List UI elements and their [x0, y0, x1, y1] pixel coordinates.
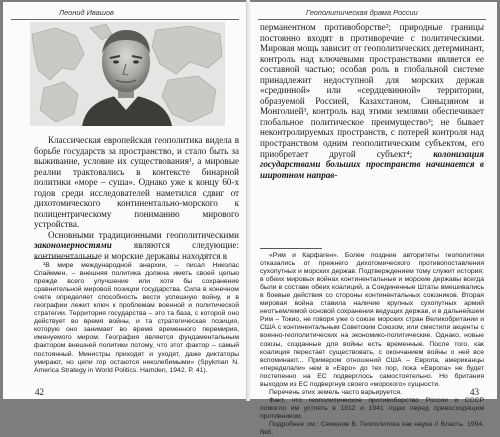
running-head-right: Геополитическая драма России: [306, 8, 418, 17]
left-page: [3, 2, 246, 399]
footnote-text: Подробнее см.: Семенов В. Геополитика как наука // Власть. 1994. №8.: [260, 420, 484, 437]
right-page: [250, 2, 497, 437]
left-footnote: [34, 262, 239, 375]
running-head-left: Леонид Ивашов: [59, 8, 114, 17]
footnote-text: Перечень этих земель часто варьируется.: [269, 388, 402, 396]
text-run: Основными традиционными геополитическими: [48, 229, 239, 240]
paragraph-regularities: [34, 230, 239, 262]
left-body-text: [34, 135, 239, 262]
portrait-over-map-image: [30, 22, 225, 126]
text-run: являются следующие: континентальные и морские державы находятся в: [34, 240, 239, 262]
paragraph-continued: [260, 22, 484, 180]
footnote-separator: [260, 248, 322, 249]
text-run: перманентном противоборстве²; природные границы постоянно входят в противоречие с политическими. Мировая мощь зависит от геополитических детерминант, контроль над ключевыми пространствами является ее составной частью; особая роль в глобальной системе принадлежит недоступной для морских держав «срединной» или «сердцевинной» территории, образуемой Россией, Казахстаном, Синьцзяном и Монголией³, контроль над этими землями обеспечивает глобальное политическое преимущество³; не бывает неконтролируемых пространств, с потерей контроля над пространством одним геополитическим субъектом, его приобретает другой субъект⁴;: [260, 22, 484, 159]
footnote-separator: [34, 258, 96, 259]
footnote-text: «Рим и Карфаген». Более поздние авторитеты геополитики отказались от прежнего дихотомического противопоставления сухопутных и морских держав. Подтверждением тому служит история: в обеих мировых войнах континентальные и морские державы всегда были в составе обеих коалиций, а Соединенные Штаты вмешивались в боевые действия со стороны континентальных союзников. Вторая мировая война ставила наличие крупных сухопутных армий неотъемлемой основой сохранения ведущих держав, и в дальнейшем Рим – Токио, не говоря уже о союзе морских стран Великобритании и США с континентальным Советским Союзом, или сместили акценты с военно-геополитических на экономико-политические. Однако, новые союзы, созданные для войны есть временные. После того, как коалиция перестает существовать, с окончанием войны о ней все вспоминают... Примером отношений США – Европа, американцы «переделали» нем в «Евро» до тех пор, пока «Европа» не будет постепенно на ЕС подверглось самостоятельно. Но британия выходом из ЕС подвергнув своего «морского» сущности.: [260, 252, 484, 388]
right-body-text: [260, 22, 484, 180]
right-footnotes: [260, 252, 484, 437]
page-number-right: 43: [470, 387, 479, 397]
paragraph: Классическая европейская геополитика видела в борьбе государств за пространство, и стало быть за выживание, условие их существования¹, а мировые реалии трактовались в контексте бинарной политики «море – суша». Однако уже к концу 60-х годов среди исследователей наметился сдвиг от дихотомического континентально-морского к полицентрическому пониманию мирового устройства.: [34, 135, 239, 230]
bold-term: закономерностями: [34, 240, 112, 251]
header-rule: [11, 19, 239, 20]
bold-italic-statement: колонизация государствами больших пространств начинается в широтном направ-: [260, 148, 484, 180]
footnote-text: Факт, что геополитическое противоборство России и СССР помогло им устоять в 1812 и 1941 годах перед превосходящим противником.: [260, 396, 484, 420]
footnote-text: ¹В мире международной анархии, – писал Николас Спайкмен, – внешняя политика должна иметь своей целью прежде всего улучшение или хотя бы сохранение сравнительной мировой позиции государства. Сила в конечном счете определяет способность вести успешную войну, и в географии лежит ключ к проблемам военной и политической стратегии. Территория государства – это та база, с которой оно действует во время войны, и та стратегическая позиция, которую оно занимает во время временного перемирия, именуемого миром. География является фундаментальным фактором внешней политики потому, что этот фактор – самый постоянный. Министры приходят и уходят, даже диктаторы умирают, но цепи гор остаются неколебимыми» (Spykman N. America Strategy in World Politics. Hamden, 1942. P. 41).: [34, 262, 239, 374]
page-number-left: 42: [35, 387, 44, 397]
header-rule: [258, 19, 486, 20]
